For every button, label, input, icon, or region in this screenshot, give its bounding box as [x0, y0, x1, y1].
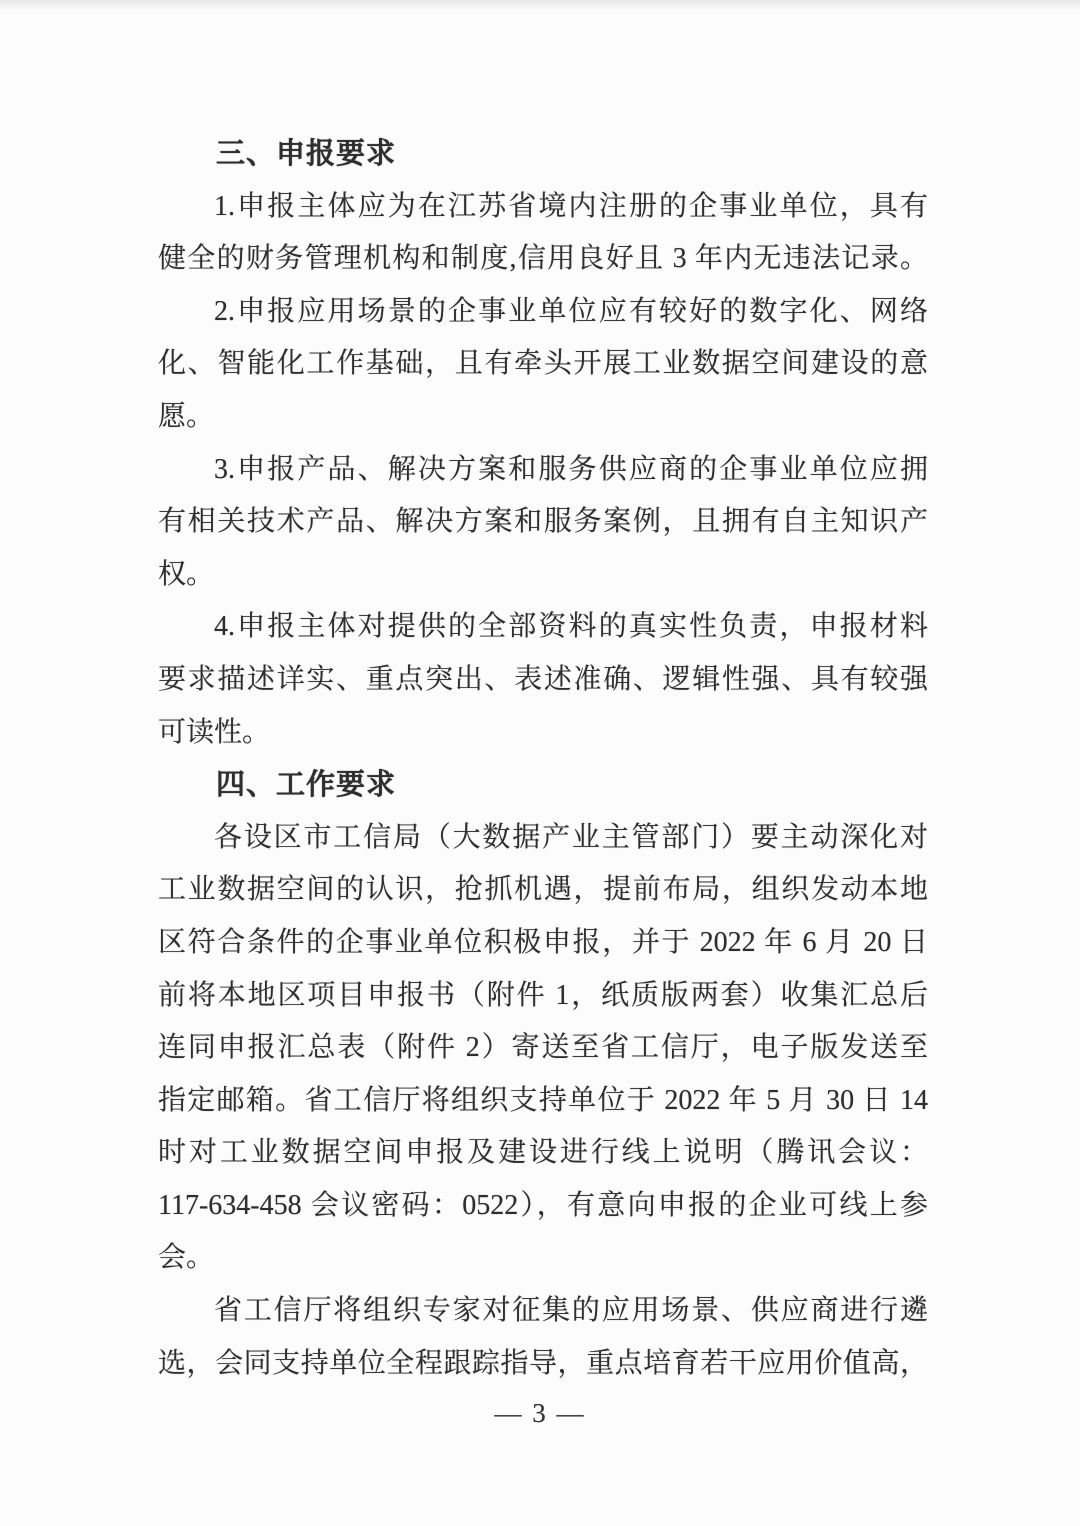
section-heading: 三、申报要求	[216, 138, 397, 170]
text-line: 连同申报汇总表（附件 2）寄送至省工信厅，电子版发送至	[158, 1032, 928, 1064]
text-line: 各设区市工信局（大数据产业主管部门）要主动深化对	[214, 821, 928, 853]
text-line: 指定邮箱。省工信厅将组织支持单位于 2022 年 5 月 30 日 14	[158, 1084, 928, 1116]
text-line: 健全的财务管理机构和制度,信用良好且 3 年内无违法记录。	[158, 243, 928, 275]
text-line: 权。	[158, 558, 215, 590]
text-line: 区符合条件的企事业单位积极申报，并于 2022 年 6 月 20 日	[158, 926, 928, 958]
text-line: 2.申报应用场景的企事业单位应有较好的数字化、网络	[214, 295, 928, 327]
document-body	[158, 128, 928, 1390]
section-heading: 四、工作要求	[216, 769, 397, 802]
page-number: — 3 —	[494, 1398, 586, 1428]
text-line: 前将本地区项目申报书（附件 1，纸质版两套）收集汇总后	[158, 979, 928, 1011]
text-line: 3.申报产品、解决方案和服务供应商的企事业单位应拥	[214, 453, 928, 485]
text-line: 1.申报主体应为在江苏省境内注册的企事业单位，具有	[214, 190, 928, 222]
text-line: 愿。	[158, 400, 215, 432]
text-line: 4.申报主体对提供的全部资料的真实性负责，申报材料	[214, 611, 928, 643]
text-line: 可读性。	[158, 716, 271, 748]
text-line: 要求描述详实、重点突出、表述准确、逻辑性强、具有较强	[158, 663, 928, 695]
text-line: 省工信厅将组织专家对征集的应用场景、供应商进行遴	[214, 1295, 928, 1327]
text-line: 会。	[158, 1242, 215, 1274]
text-line: 工业数据空间的认识，抢抓机遇，提前布局，组织发动本地	[158, 874, 928, 906]
text-line: 117-634-458 会议密码：0522），有意向申报的企业可线上参	[158, 1189, 928, 1221]
text-line: 化、智能化工作基础，且有牵头开展工业数据空间建设的意	[158, 348, 928, 380]
text-line: 有相关技术产品、解决方案和服务案例，且拥有自主知识产	[158, 506, 928, 538]
text-line: 时对工业数据空间申报及建设进行线上说明（腾讯会议：	[158, 1137, 928, 1169]
text-line: 选，会同支持单位全程跟踪指导，重点培育若干应用价值高，	[158, 1347, 928, 1379]
